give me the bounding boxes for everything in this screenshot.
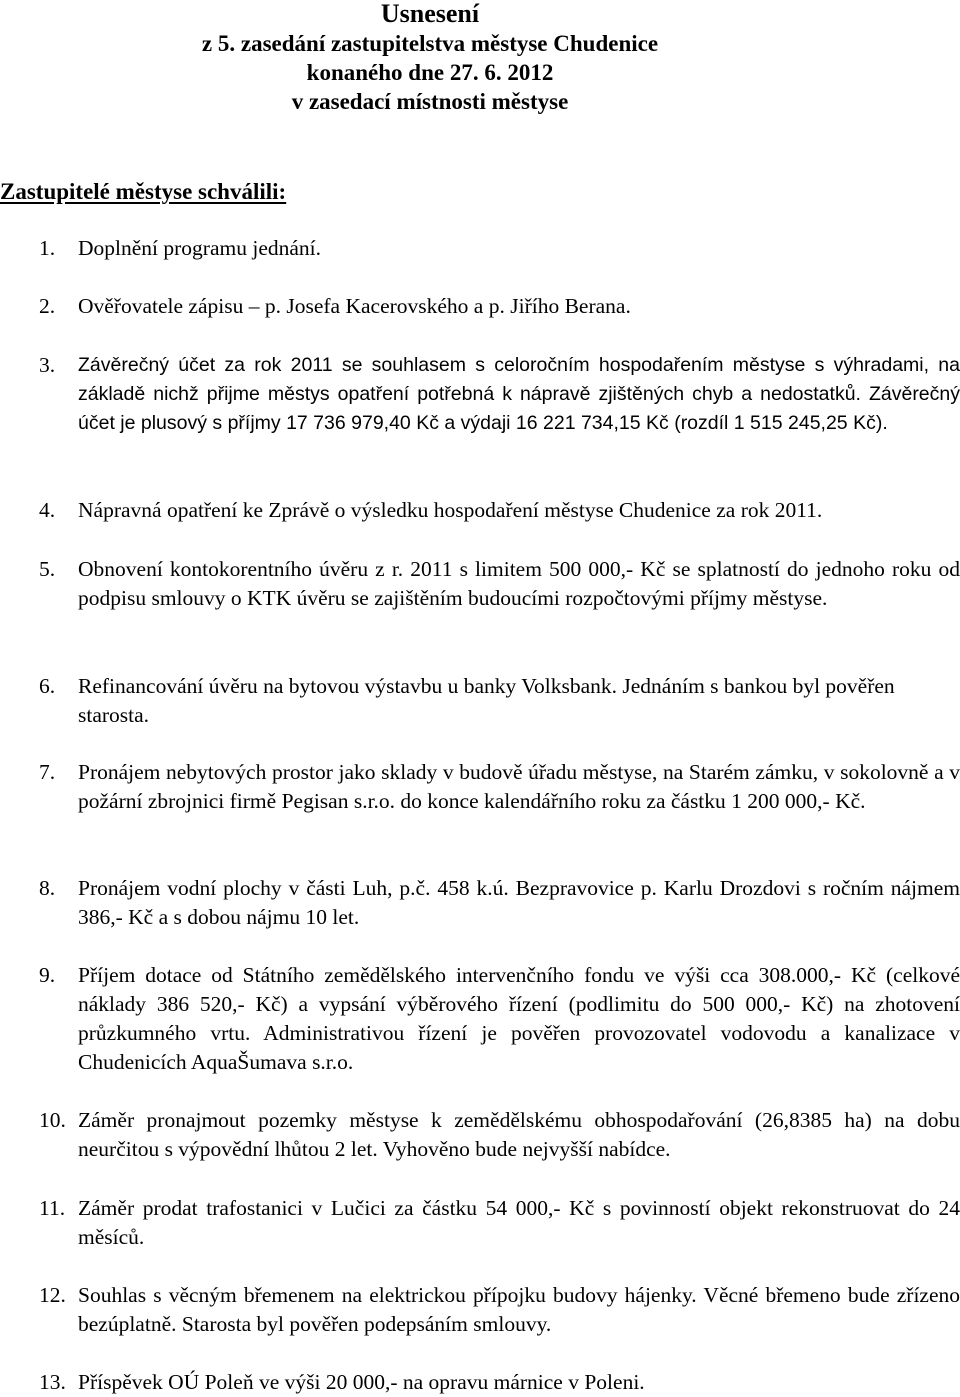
item-text: Ověřovatele zápisu – p. Josefa Kacerovského a p. Jiřího Berana. [78, 294, 631, 318]
list-item [39, 292, 960, 321]
list-item [39, 351, 960, 438]
item-number: 4. [39, 498, 56, 522]
item-number: 3. [39, 353, 56, 377]
list-item [39, 874, 960, 932]
item-number: 11. [39, 1196, 66, 1220]
list-item [39, 1194, 960, 1252]
list-item [39, 234, 960, 263]
item-text: Nápravná opatření ke Zprávě o výsledku hospodaření městyse Chudenice za rok 2011. [78, 498, 823, 522]
item-number: 13. [39, 1370, 66, 1394]
list-item [39, 1106, 960, 1164]
item-text: Pronájem vodní plochy v části Luh, p.č. 458 k.ú. Bezpravovice p. Karlu Drozdovi s ročním nájmem 386,- Kč a s dobou nájmu 10 let. [78, 876, 960, 929]
list-item [39, 672, 960, 730]
item-number: 10. [39, 1108, 66, 1132]
list-item [39, 555, 960, 613]
item-number: 5. [39, 557, 56, 581]
location-line: v zasedací místnosti městyse [291, 89, 569, 114]
session-line: z 5. zasedání zastupitelstva městyse Chudenice [201, 31, 659, 56]
document-header [0, 0, 860, 116]
list-item [39, 961, 960, 1077]
item-text: Pronájem nebytových prostor jako sklady v budově úřadu městyse, na Starém zámku, v sokolovně a v požární zbrojnici firmě Pegisan s.r.o. do konce kalendářního roku za částku 1 200 000,- Kč. [78, 760, 960, 813]
item-text: Záměr prodat trafostanici v Lučici za částku 54 000,- Kč s povinností objekt rekonstruovat do 24 měsíců. [78, 1196, 960, 1249]
item-text: Závěrečný účet za rok 2011 se souhlasem s celoročním hospodařením městyse s výhradami, na základě nichž přijme městys opatření potřebná k nápravě zjištěných chyb a nedostatků. Závěrečný účet je plusový s příjmy 17 736 979,40 Kč a výdaji 16 221 734,15 Kč (rozdíl 1 515 245,25 Kč). [78, 354, 960, 434]
approved-heading: Zastupitelé městyse schválili: [0, 179, 287, 204]
date-line: konaného dne 27. 6. 2012 [306, 60, 554, 85]
document-title: Usnesení [380, 0, 480, 28]
item-text: Záměr pronajmout pozemky městyse k zemědělskému obhospodařování (26,8385 ha) na dobu neurčitou s výpovědní lhůtou 2 let. Vyhověno bude nejvyšší nabídce. [78, 1108, 960, 1161]
item-number: 7. [39, 760, 56, 784]
item-text: Souhlas s věcným břemenem na elektrickou přípojku budovy hájenky. Věcné břemeno bude zřízeno bezúplatně. Starosta byl pověřen podepsáním smlouvy. [78, 1283, 960, 1336]
item-text: Příspěvek OÚ Poleň ve výši 20 000,- na opravu márnice v Poleni. [78, 1370, 645, 1394]
item-number: 9. [39, 963, 56, 987]
list-item [39, 1281, 960, 1339]
item-text: Doplnění programu jednání. [78, 236, 322, 260]
list-item [39, 1368, 960, 1397]
item-text: Refinancování úvěru na bytovou výstavbu u banky Volksbank. Jednáním s bankou byl pověřen starosta. [78, 674, 895, 727]
item-text: Příjem dotace od Státního zemědělského intervenčního fondu ve výši cca 308.000,- Kč (celkové náklady 386 520,- Kč) a vypsání výběrového řízení (podlimitu do 500 000,- Kč) na zhotovení průzkumného vrtu. Administrativou řízení je pověřen provozovatel vodovodu a kanalizace v Chudenicích AquaŠumava s.r.o. [78, 963, 960, 1074]
item-number: 2. [39, 294, 56, 318]
item-number: 8. [39, 876, 56, 900]
item-number: 1. [39, 236, 56, 260]
item-number: 6. [39, 674, 56, 698]
item-text: Obnovení kontokorentního úvěru z r. 2011 s limitem 500 000,- Kč se splatností do jednoho roku od podpisu smlouvy o KTK úvěru se zajištěním budoucími rozpočtovými příjmy městyse. [78, 557, 960, 610]
list-item [39, 758, 960, 816]
list-item [39, 496, 960, 525]
item-number: 12. [39, 1283, 66, 1307]
